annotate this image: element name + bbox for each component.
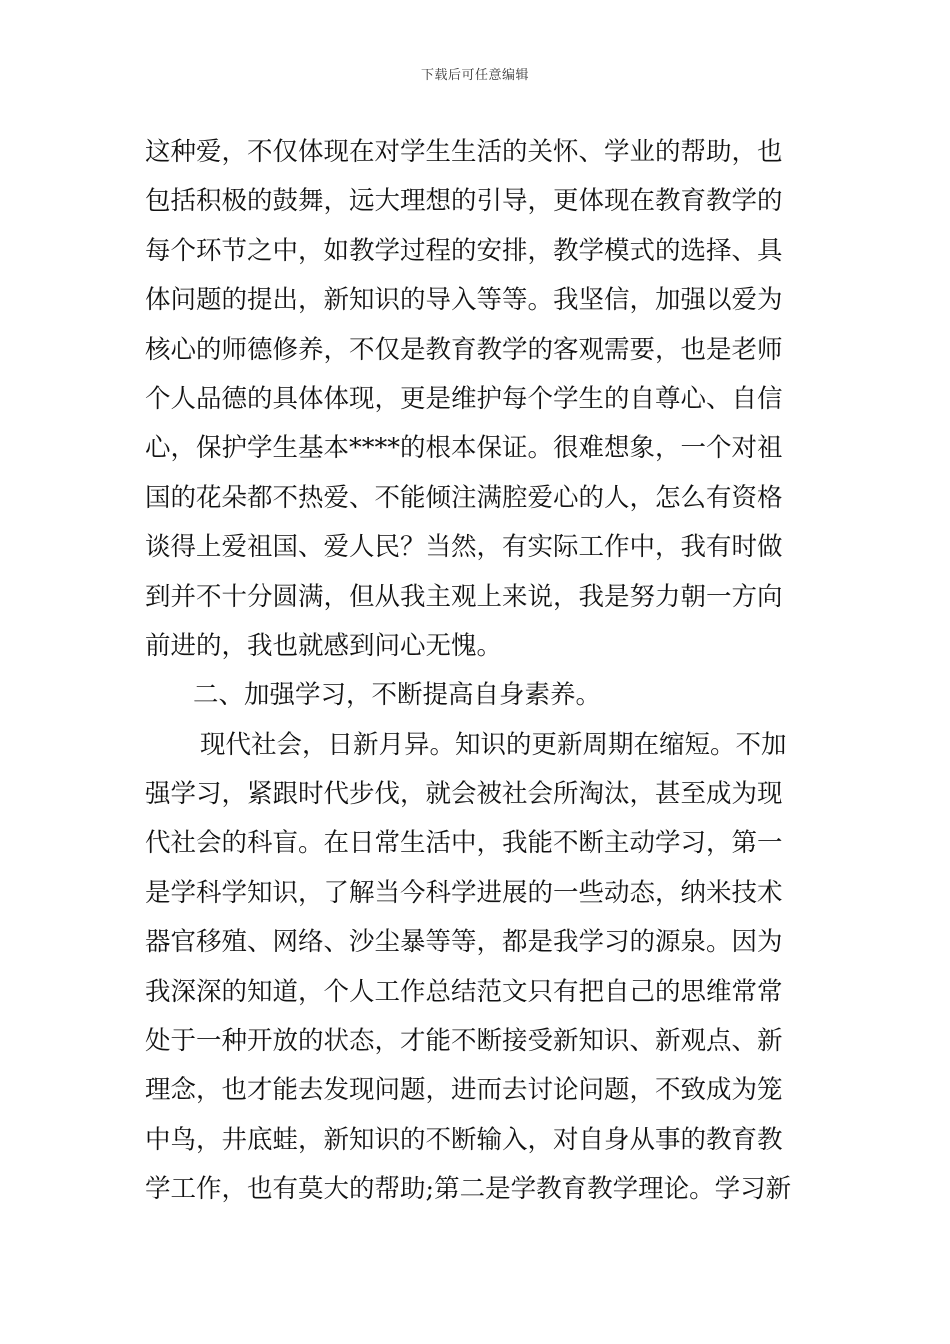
text-line: 理念，也才能去发现问题，进而去讨论问题，不致成为笼: [145, 1075, 783, 1106]
text-line: 谈得上爱祖国、爱人民？当然，有实际工作中，我有时做: [145, 532, 783, 563]
text-line: 体问题的提出，新知识的导入等等。我坚信，加强以爱为: [145, 285, 783, 316]
text-line: 包括积极的鼓舞，远大理想的引导，更体现在教育教学的: [145, 186, 783, 217]
text-line: 到并不十分圆满，但从我主观上来说，我是努力朝一方向: [145, 581, 783, 612]
page-header: 下载后可任意编辑: [420, 68, 529, 83]
text-line: 前进的，我也就感到问心无愧。: [145, 630, 503, 661]
text-line: 我深深的知道，个人工作总结范文只有把自己的思维常常: [145, 976, 783, 1007]
paragraph-first-line: 现代社会，日新月异。知识的更新周期在缩短。不加: [200, 729, 787, 760]
text-line: 每个环节之中，如教学过程的安排，教学模式的选择、具: [145, 235, 783, 266]
text-line: 个人品德的具体体现，更是维护每个学生的自尊心、自信: [145, 383, 783, 414]
text-line: 代社会的科盲。在日常生活中，我能不断主动学习，第一: [145, 828, 783, 859]
text-line: 是学科学知识，了解当今科学进展的一些动态，纳米技术: [145, 877, 783, 908]
text-line: 强学习，紧跟时代步伐，就会被社会所淘汰，甚至成为现: [145, 779, 783, 810]
text-line: 中鸟，井底蛙，新知识的不断输入，对自身从事的教育教: [145, 1124, 783, 1155]
text-line: 心，保护学生基本****的根本保证。很难想象，一个对祖: [145, 433, 783, 464]
document-body: [145, 128, 809, 1215]
text-line: 器官移殖、网络、沙尘暴等等，都是我学习的源泉。因为: [145, 927, 783, 958]
text-line: 处于一种开放的状态，才能不断接受新知识、新观点、新: [145, 1026, 783, 1057]
text-line: 这种爱，不仅体现在对学生生活的关怀、学业的帮助，也: [145, 137, 783, 167]
section-heading: 二、加强学习，不断提高自身素养。: [193, 680, 602, 711]
text-line: 学工作，也有莫大的帮助;第二是学教育教学理论。学习新: [145, 1174, 792, 1205]
text-line: 国的花朵都不热爱、不能倾注满腔爱心的人，怎么有资格: [145, 482, 783, 513]
text-line: 核心的师德修养，不仅是教育教学的客观需要，也是老师: [145, 334, 783, 365]
